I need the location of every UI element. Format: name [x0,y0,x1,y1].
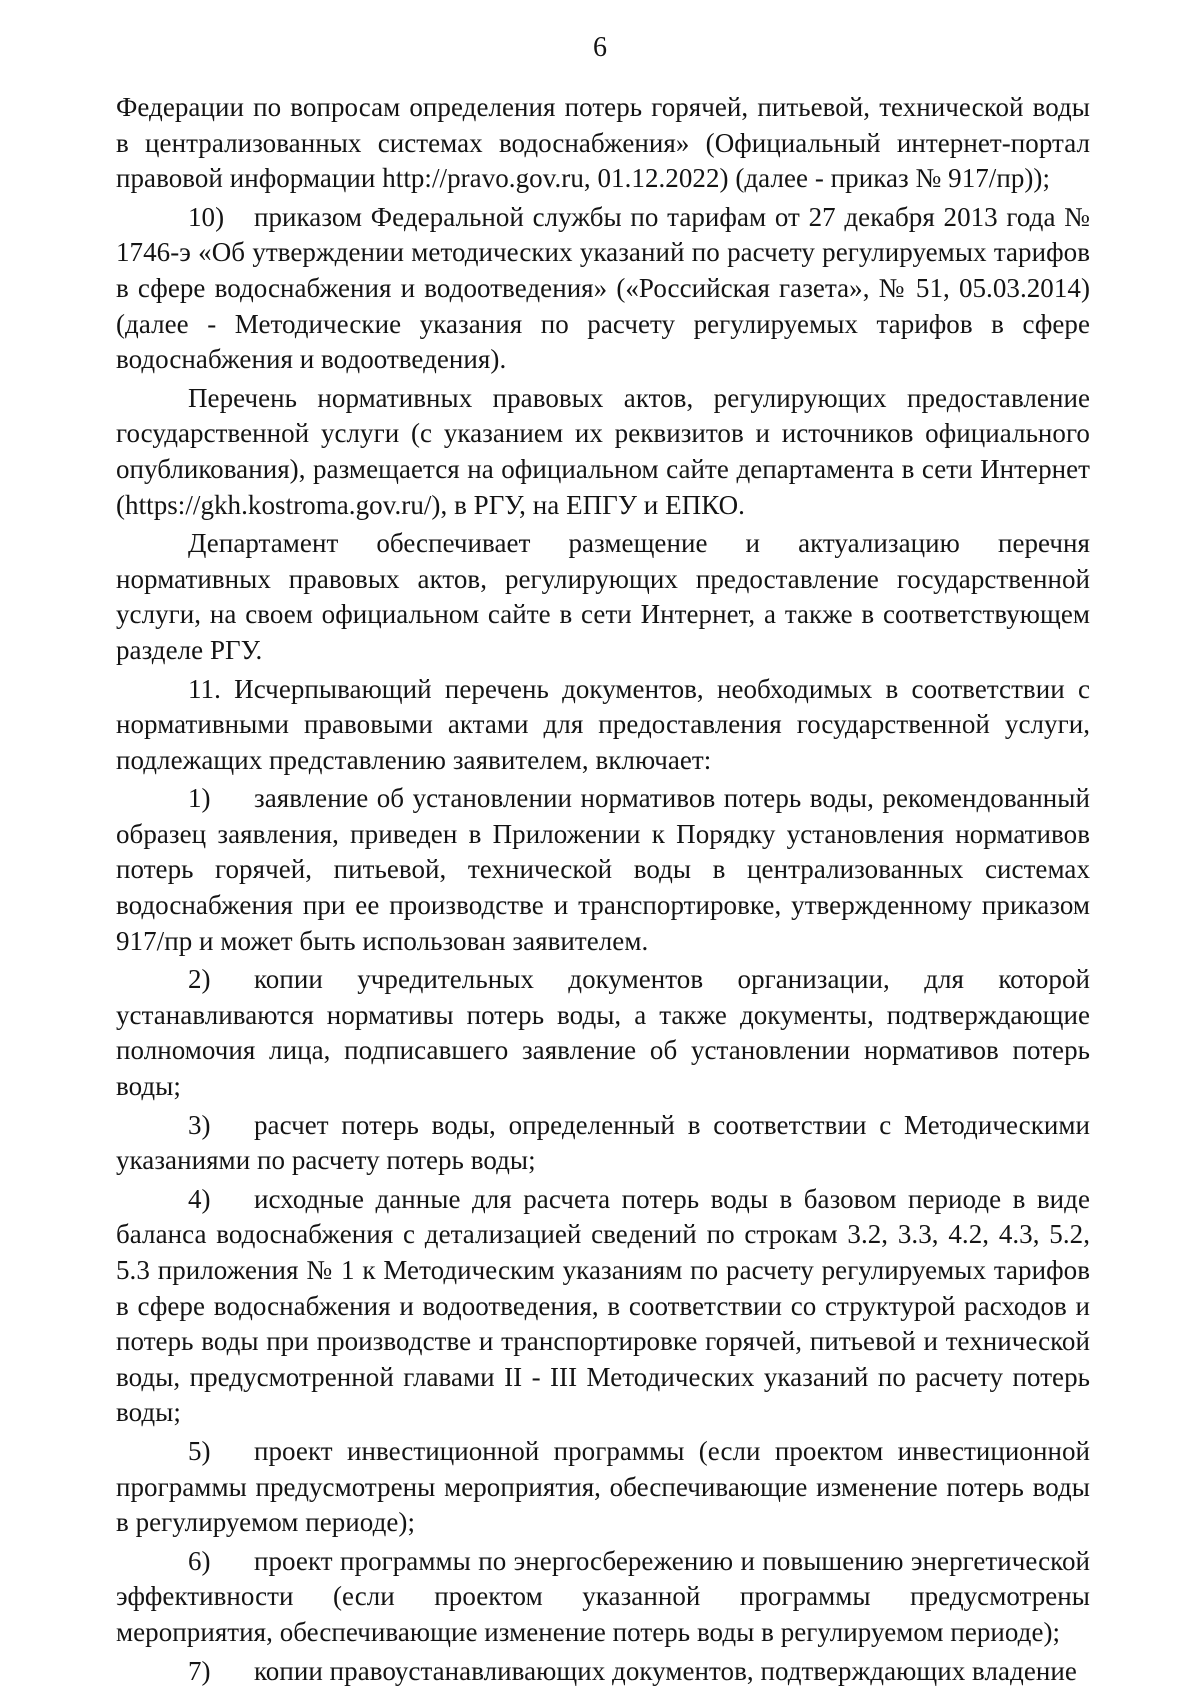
document-body [116,90,1090,1692]
page-number: 6 [593,32,607,63]
item-number: 10) [188,201,225,232]
paragraph-text: 11. Исчерпывающий перечень документов, необходимых в соответствии с нормативными правовыми актами для предоставления государственной услуги, подлежащих представлению заявителем, включает: [116,673,1090,775]
list-item-1 [116,781,1090,959]
list-item-10 [116,200,1090,378]
item-text: проект инвестиционной программы (если проектом инвестиционной программы предусмотрены мероприятия, обеспечивающие изменение потерь воды в регулируемом периоде); [116,1435,1090,1538]
item-text: копии правоустанавливающих документов, подтверждающих владение [254,1655,1077,1686]
list-item-3 [116,1108,1090,1179]
item-number: 7) [188,1655,211,1686]
paragraph-text: Федерации по вопросам определения потерь горячей, питьевой, технической воды в централизованных системах водоснабжения» (Официальный интернет-портал правовой информации http://pravo.gov.ru, 01.12.2022) (далее - приказ № 917/пр)); [116,92,1090,194]
paragraph-department-duties [116,526,1090,668]
item-text: копии учредительных документов организации, для которой устанавливаются нормативы потерь воды, а также документы, подтверждающие полномочия лица, подписавшего заявление об установлении нормативов потерь воды; [116,964,1090,1102]
item-text: проект программы по энергосбережению и повышению энергетической эффективности (если проектом указанной программы предусмотрены мероприятия, обеспечивающие изменение потерь воды в регулируемом периоде); [116,1545,1090,1647]
item-text: заявление об установлении нормативов потерь воды, рекомендованный образец заявления, приведен в Приложении к Порядку установления нормативов потерь горячей, питьевой, технической воды в централизованных системах водоснабжения при ее производстве и транспортировке, утвержденному приказом 917/пр и может быть использован заявителем. [116,783,1090,956]
paragraph-continuation [116,90,1090,197]
item-number: 4) [188,1183,211,1214]
paragraph-text: Перечень нормативных правовых актов, регулирующих предоставление государственной услуги (с указанием их реквизитов и источников официального опубликования), размещается на официальном сайте департамента в сети Интернет (https://gkh.kostroma.gov.ru/), в РГУ, на ЕПГУ и ЕПКО. [116,382,1090,520]
list-item-5 [116,1434,1090,1541]
list-item-4 [116,1182,1090,1431]
item-text: расчет потерь воды, определенный в соответствии с Методическими указаниями по расчету потерь воды; [116,1109,1090,1176]
paragraph-normative-acts-list [116,381,1090,523]
item-number: 3) [188,1109,211,1140]
list-item-7 [116,1654,1090,1690]
paragraph-section-11 [116,672,1090,779]
item-number: 6) [188,1545,211,1576]
list-item-2 [116,962,1090,1104]
item-text: исходные данные для расчета потерь воды в базовом периоде в виде баланса водоснабжения с детализацией сведений по строкам 3.2, 3.3, 4.2, 4.3, 5.2, 5.3 приложения № 1 к Методическим указаниям по расчету регулируемых тарифов в сфере водоснабжения и водоотведения, в соответствии со структурой расходов и потерь воды при производстве и транспортировке горячей, питьевой и технической воды, предусмотренной главами II - III Методических указаний по расчету потерь воды; [116,1183,1090,1428]
item-text: приказом Федеральной службы по тарифам от 27 декабря 2013 года № 1746-э «Об утверждении методических указаний по расчету регулируемых тарифов в сфере водоснабжения и водоотведения» («Российская газета», № 51, 05.03.2014) (далее - Методические указания по расчету регулируемых тарифов в сфере водоснабжения и водоотведения). [116,201,1090,375]
item-number: 2) [188,964,211,995]
paragraph-text: Департамент обеспечивает размещение и актуализацию перечня нормативных правовых актов, регулирующих предоставление государственной услуги, на своем официальном сайте в сети Интернет, а также в соответствующем разделе РГУ. [116,528,1090,665]
item-number: 5) [188,1435,211,1466]
list-item-6 [116,1544,1090,1651]
item-number: 1) [188,783,211,814]
